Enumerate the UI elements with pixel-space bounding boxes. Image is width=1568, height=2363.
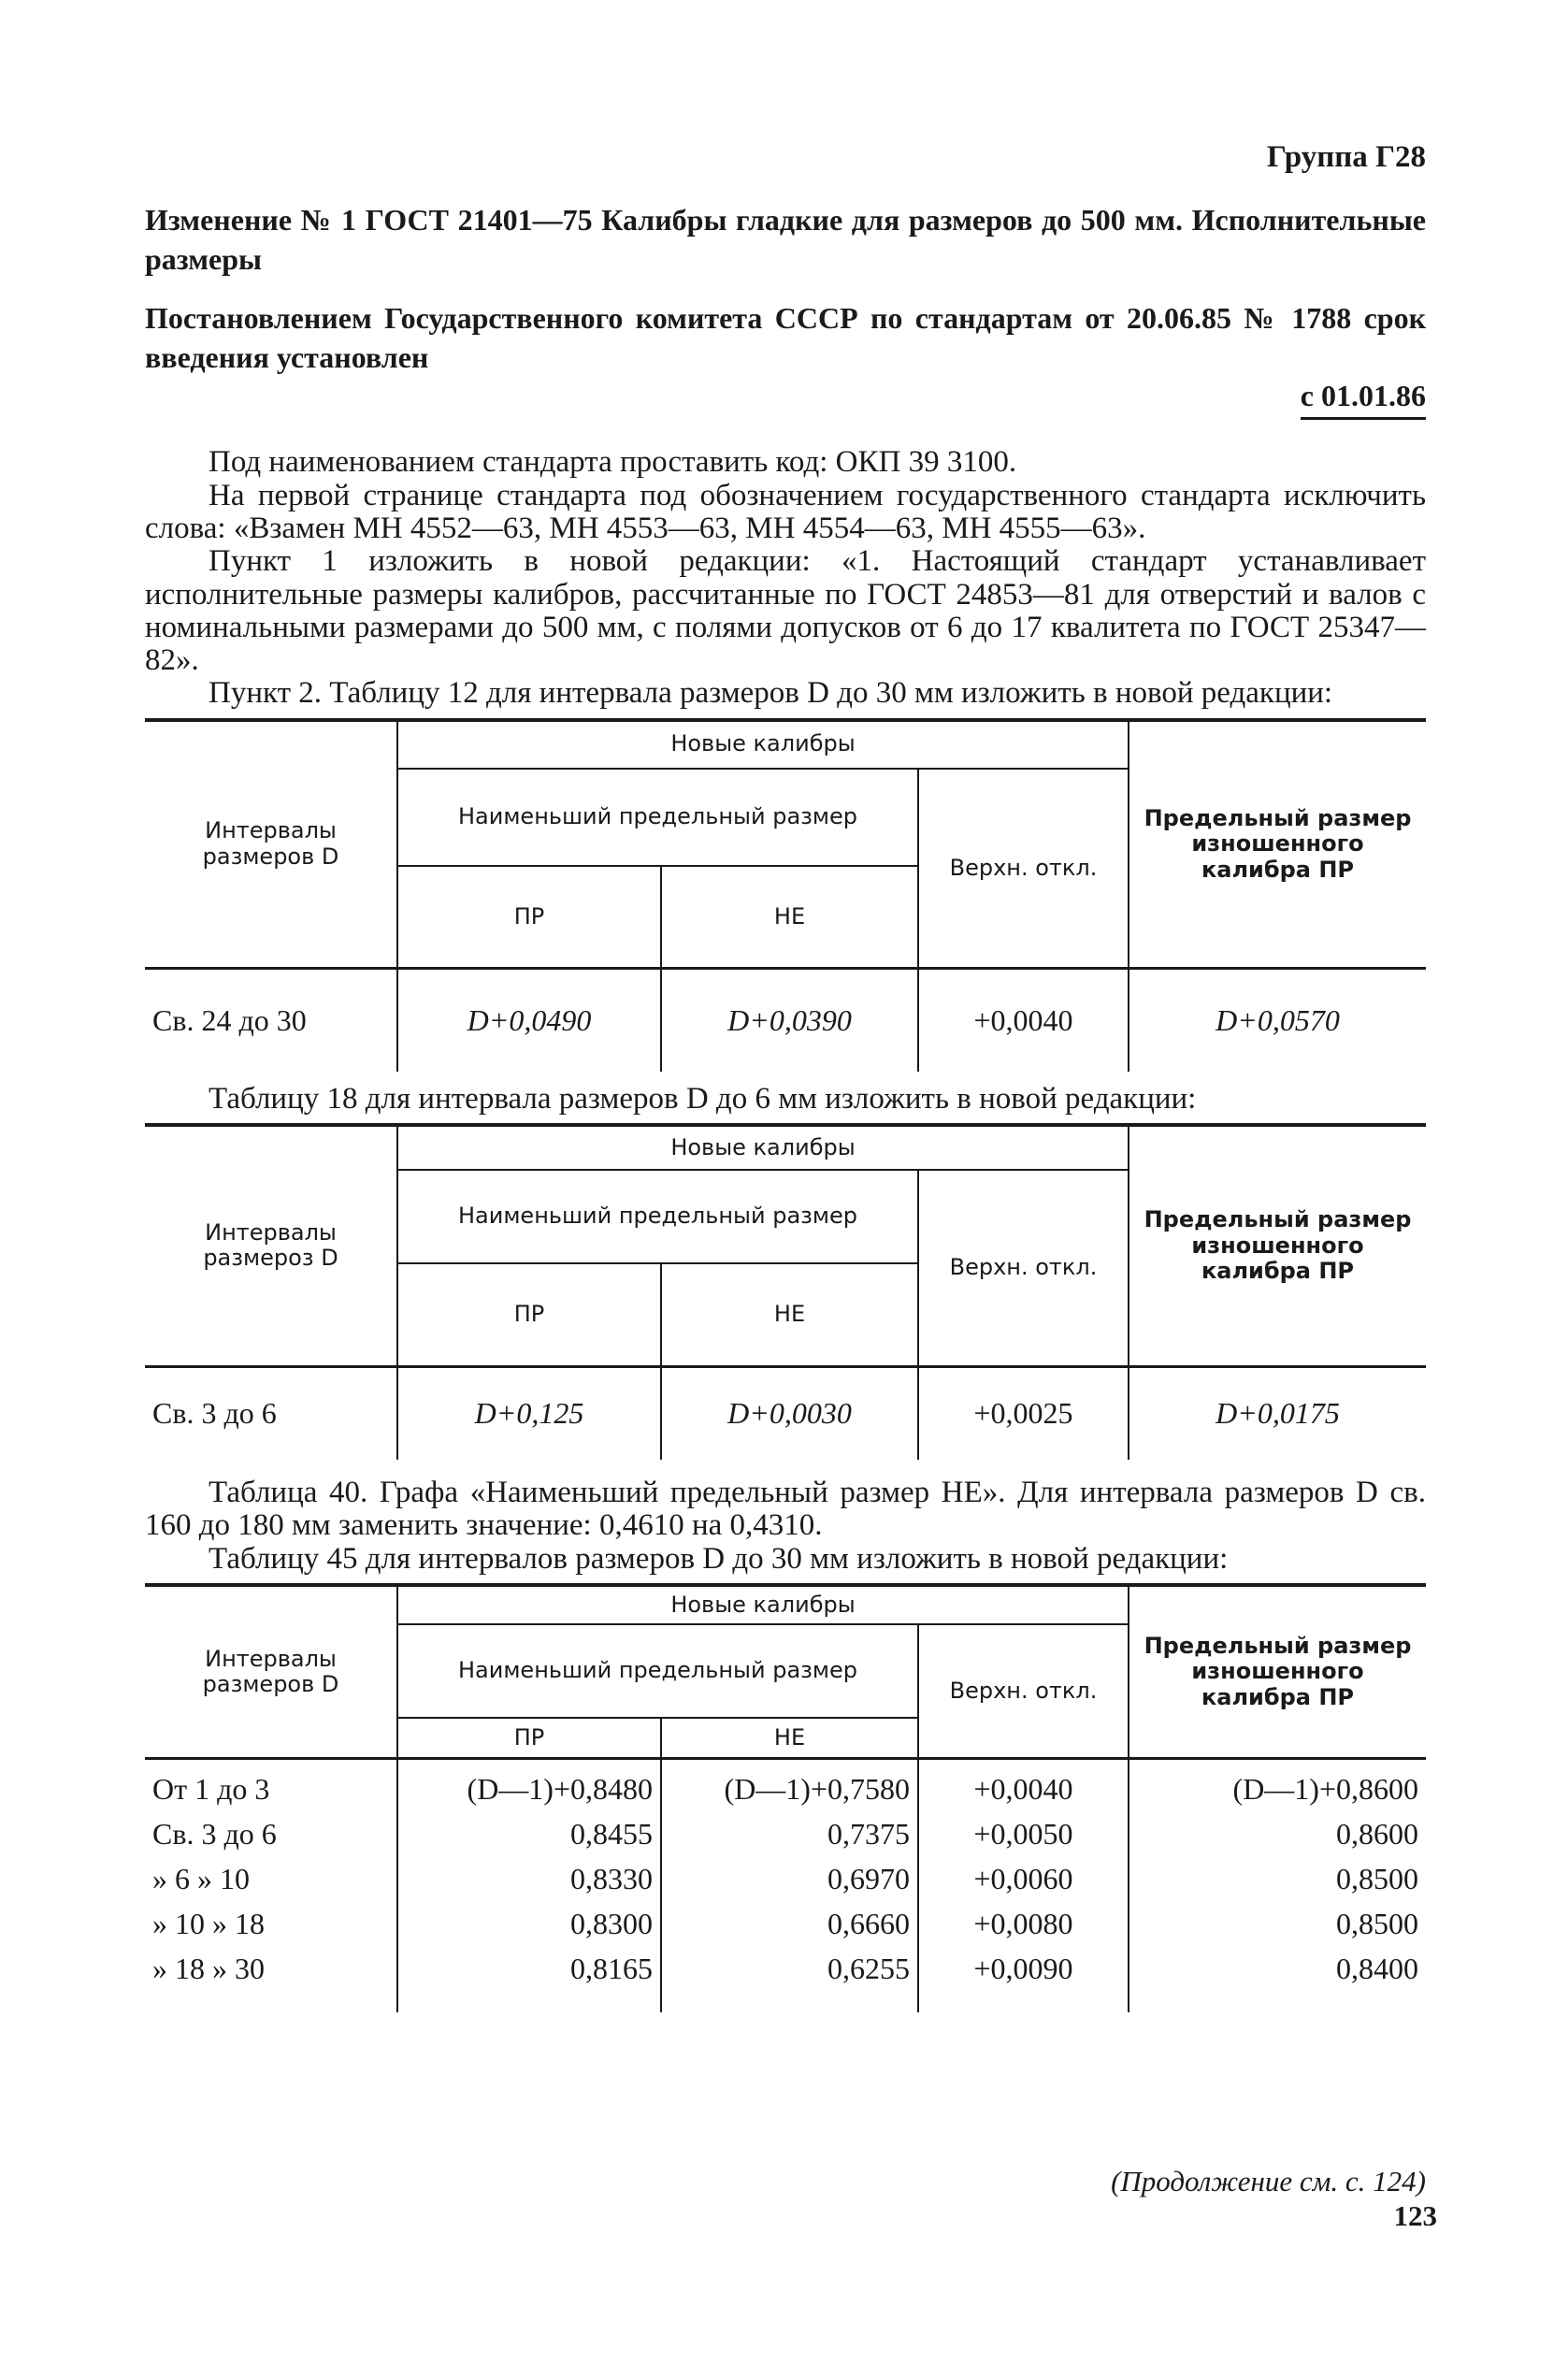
cell-limit: (D—1)+0,8600 [1232, 1772, 1418, 1807]
header-new-gauges: Новые калибры [397, 720, 1129, 769]
table-row [145, 1947, 1426, 2012]
table-18 [145, 1123, 1426, 1460]
header-min-size: Наименьший предельный размер [397, 769, 918, 866]
header-upper-dev: Верхн. откл. [918, 1170, 1129, 1366]
cell-ne: (D—1)+0,7580 [661, 1759, 918, 1812]
header-limit-size: Предельный размер изношенного калибра ПР [1129, 1585, 1426, 1759]
paragraph-table-18-caption: Таблицу 18 для интервала размеров D до 6 мм изложить в новой редакции: [209, 1081, 1197, 1116]
header-limit-size: Предельный размер изношенного калибра ПР [1129, 720, 1426, 969]
cell-limit: D+0,0175 [1216, 1396, 1340, 1431]
header-new-gauges: Новые калибры [397, 1125, 1129, 1170]
paragraph-table-40: Таблица 40. Графа «Наименьший предельный размер НЕ». Для интервала размеров D св. 160 до 180 мм заменить значение: 0,4610 на 0,4310. [145, 1476, 1426, 1543]
cell-ne: 0,6970 [661, 1857, 918, 1902]
header-min-size: Наименьший предельный размер [397, 1170, 918, 1263]
continuation-note: (Продолжение см. с. 124) [1111, 2165, 1426, 2197]
group-code: Группа Г28 [1266, 140, 1426, 174]
header-pr: ПР [397, 1718, 661, 1759]
cell-pr: 0,8455 [397, 1812, 661, 1857]
cell-ne: 0,7375 [661, 1812, 918, 1857]
cell-interval: » 18 » 30 [145, 1947, 397, 2012]
header-upper-dev: Верхн. откл. [918, 769, 1129, 969]
header-intervals: Интервалы размеров D [145, 720, 397, 969]
header-upper-dev: Верхн. откл. [918, 1624, 1129, 1759]
table-row [145, 1902, 1426, 1947]
cell-upper: +0,0040 [918, 969, 1129, 1072]
header-ne: НЕ [661, 1263, 918, 1366]
cell-interval: » 6 » 10 [145, 1857, 397, 1902]
table-row [145, 1759, 1426, 1812]
cell-interval: Св. 24 до 30 [145, 969, 397, 1072]
cell-upper: +0,0090 [918, 1947, 1129, 2012]
paragraph-table-45-caption: Таблицу 45 для интервалов размеров D до 30 мм изложить в новой редакции: [209, 1541, 1229, 1576]
header-min-size: Наименьший предельный размер [397, 1624, 918, 1718]
header-limit-size: Предельный размер изношенного калибра ПР [1129, 1125, 1426, 1366]
header-pr: ПР [397, 866, 661, 969]
cell-pr: 0,8330 [397, 1857, 661, 1902]
header-intervals: Интервалы размероз D [145, 1125, 397, 1366]
cell-limit: D+0,0570 [1216, 1003, 1340, 1037]
cell-pr: D+0,0490 [397, 969, 661, 1072]
cell-upper: +0,0050 [918, 1812, 1129, 1857]
header-ne: НЕ [661, 866, 918, 969]
paragraph-first-page: На первой странице стандарта под обозначением государственного стандарта исключить слова: «Взамен МН 4552—63, МН 4553—63, МН 4554—63, МН 4555—63». [145, 478, 1426, 545]
effective-date: с 01.01.86 [1301, 379, 1426, 420]
effective-date-row [145, 379, 1426, 420]
cell-limit: 0,8600 [1336, 1817, 1418, 1851]
cell-limit: 0,8500 [1336, 1906, 1418, 1940]
cell-pr: (D—1)+0,8480 [397, 1759, 661, 1812]
header-ne: НЕ [661, 1718, 918, 1759]
cell-ne: 0,6660 [661, 1902, 918, 1947]
table-row [145, 1857, 1426, 1902]
table-row [145, 1812, 1426, 1857]
cell-upper: +0,0040 [918, 1759, 1129, 1812]
document-title: Изменение № 1 ГОСТ 21401—75 Калибры гладкие для размеров до 500 мм. Исполнительные размеры [145, 203, 1426, 276]
table-12 [145, 718, 1426, 1072]
header-new-gauges: Новые калибры [397, 1585, 1129, 1624]
cell-upper: +0,0025 [918, 1366, 1129, 1460]
cell-limit: 0,8500 [1336, 1862, 1418, 1896]
cell-ne: D+0,0030 [661, 1366, 918, 1460]
paragraph-okp-code: Под наименованием стандарта проставить код: ОКП 39 3100. [209, 445, 1017, 480]
paragraph-table-12-caption: Пункт 2. Таблицу 12 для интервала размеров D до 30 мм изложить в новой редакции: [209, 676, 1333, 711]
decree-text: Постановлением Государственного комитета СССР по стандартам от 20.06.85 № 1788 срок введения установлен [145, 301, 1426, 374]
cell-interval: » 10 » 18 [145, 1902, 397, 1947]
document-page [145, 140, 1426, 2012]
cell-pr: 0,8165 [397, 1947, 661, 2012]
table-row [145, 969, 1426, 1072]
cell-upper: +0,0080 [918, 1902, 1129, 1947]
cell-interval: От 1 до 3 [145, 1759, 397, 1812]
cell-interval: Св. 3 до 6 [145, 1366, 397, 1460]
cell-ne: D+0,0390 [661, 969, 918, 1072]
cell-ne: 0,6255 [661, 1947, 918, 2012]
header-intervals: Интервалы размеров D [145, 1585, 397, 1759]
table-45 [145, 1583, 1426, 2012]
table-row [145, 1366, 1426, 1460]
cell-pr: D+0,125 [397, 1366, 661, 1460]
table-45-body [145, 1759, 1426, 2012]
cell-pr: 0,8300 [397, 1902, 661, 1947]
cell-limit: 0,8400 [1336, 1951, 1418, 1985]
page-number: 123 [1393, 2199, 1437, 2232]
cell-upper: +0,0060 [918, 1857, 1129, 1902]
paragraph-item-1: Пункт 1 изложить в новой редакции: «1. Настоящий стандарт устанавливает исполнительные размеры калибров, рассчитанные по ГОСТ 24853—81 для отверстий и валов с номинальными размерами до 500 мм, с полями допусков от 6 до 17 квалитета по ГОСТ 25347—82». [145, 544, 1426, 678]
header-pr: ПР [397, 1263, 661, 1366]
cell-interval: Св. 3 до 6 [145, 1812, 397, 1857]
